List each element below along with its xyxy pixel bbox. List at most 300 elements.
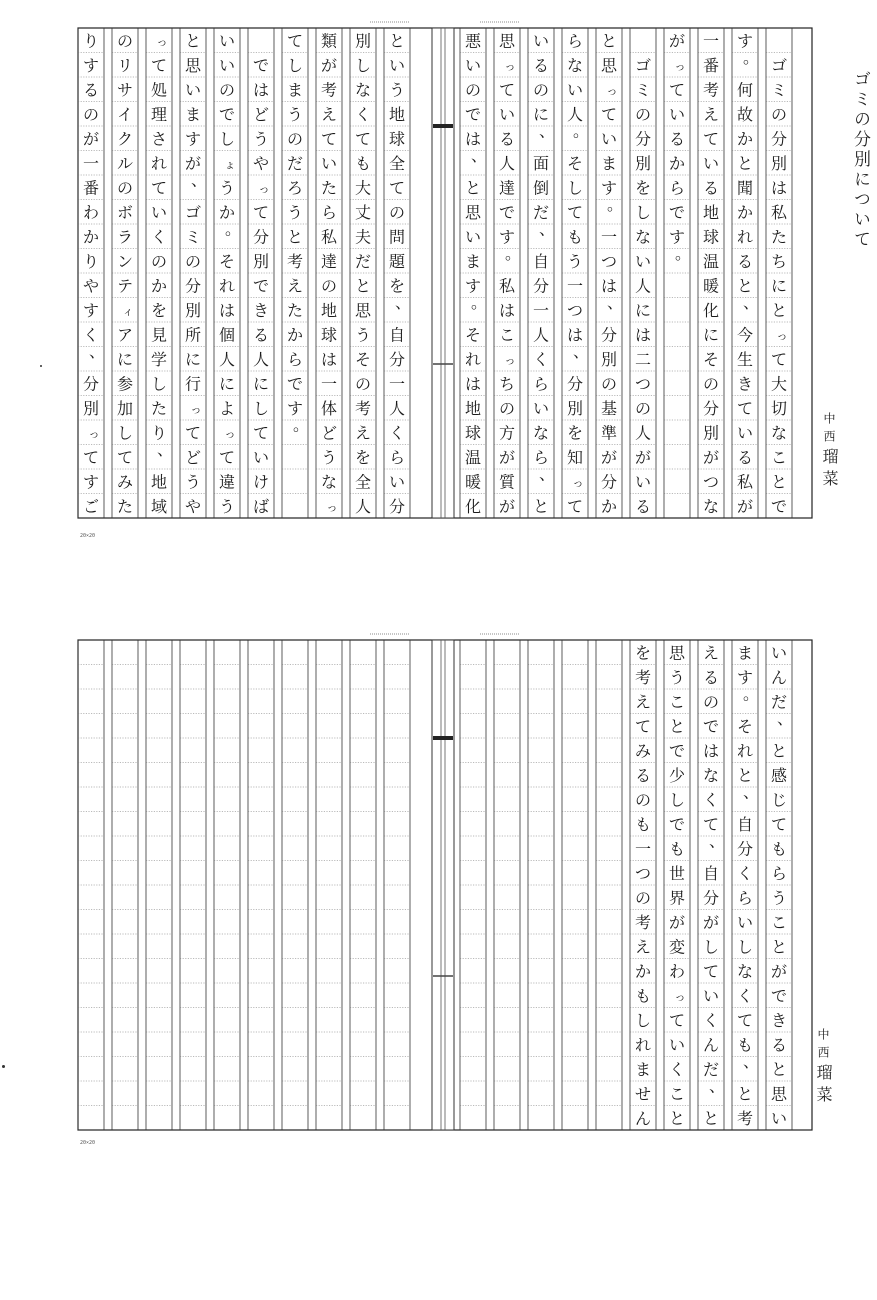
manuscript-char: 思	[464, 202, 482, 222]
manuscript-char: 人	[388, 398, 406, 418]
manuscript-char: 人	[532, 325, 550, 345]
manuscript-char: 、	[470, 145, 488, 165]
manuscript-char: る	[634, 765, 652, 785]
manuscript-char: 学	[150, 349, 168, 369]
manuscript-char: て	[770, 349, 788, 369]
manuscript-char: っ	[504, 353, 516, 367]
page2-grid	[78, 634, 812, 1130]
manuscript-char: を	[150, 300, 168, 320]
manuscript-char: う	[252, 129, 270, 149]
manuscript-char: 二	[634, 349, 652, 369]
manuscript-char: 世	[668, 863, 686, 883]
manuscript-char: で	[252, 55, 270, 75]
manuscript-char: て	[702, 814, 720, 834]
manuscript-char: 人	[498, 153, 516, 173]
essay-title: ゴミの分別について	[850, 70, 870, 250]
manuscript-char: 分	[388, 496, 406, 516]
manuscript-char: き	[770, 1010, 788, 1030]
manuscript-char: 分	[184, 276, 202, 296]
manuscript-char: 準	[600, 423, 618, 443]
manuscript-char: が	[498, 496, 516, 516]
manuscript-char: ろ	[286, 178, 304, 198]
spine-mark	[433, 124, 453, 128]
manuscript-char: く	[736, 863, 754, 883]
manuscript-char: と	[388, 31, 406, 51]
manuscript-char: 大	[770, 374, 788, 394]
manuscript-char: る	[736, 251, 754, 271]
manuscript-char: イ	[116, 104, 134, 124]
manuscript-char: も	[668, 839, 686, 859]
sheet-label-page1: 20×20	[80, 533, 96, 539]
manuscript-column	[635, 643, 651, 1128]
manuscript-column	[533, 31, 555, 516]
manuscript-char: 考	[736, 1108, 754, 1128]
manuscript-char: い	[668, 104, 686, 124]
manuscript-char: て	[770, 814, 788, 834]
manuscript-column	[465, 31, 487, 516]
manuscript-char: の	[702, 692, 720, 712]
manuscript-char: 別	[252, 251, 270, 271]
manuscript-char: 処	[150, 80, 168, 100]
manuscript-char: と	[354, 276, 372, 296]
manuscript-char: ょ	[224, 157, 236, 171]
manuscript-char: 分	[702, 398, 720, 418]
manuscript-char: ま	[634, 1059, 652, 1079]
manuscript-char: は	[252, 80, 270, 100]
manuscript-char: は	[320, 349, 338, 369]
manuscript-char: も	[634, 814, 652, 834]
manuscript-char: 別	[600, 349, 618, 369]
manuscript-char: す	[498, 227, 516, 247]
manuscript-char: ら	[668, 178, 686, 198]
manuscript-char: と	[770, 300, 788, 320]
manuscript-column	[151, 35, 173, 516]
manuscript-char: 分	[82, 374, 100, 394]
manuscript-char: い	[702, 153, 720, 173]
manuscript-char: る	[770, 1035, 788, 1055]
manuscript-char: 界	[668, 888, 686, 908]
manuscript-char: 。	[292, 415, 310, 435]
manuscript-char: 所	[184, 325, 202, 345]
manuscript-column	[117, 31, 134, 516]
manuscript-char: て	[286, 31, 304, 51]
scan-speck	[2, 1065, 5, 1068]
manuscript-char: え	[634, 937, 652, 957]
manuscript-char: 分	[600, 325, 618, 345]
manuscript-char: ゴ	[770, 55, 788, 75]
manuscript-char: い	[736, 912, 754, 932]
manuscript-char: だ	[702, 1059, 720, 1079]
manuscript-char: と	[668, 1108, 686, 1128]
manuscript-char: ル	[116, 153, 134, 173]
manuscript-char: は	[464, 374, 482, 394]
manuscript-char: た	[116, 496, 134, 516]
manuscript-char: 、	[156, 439, 174, 459]
manuscript-char: す	[600, 178, 618, 198]
manuscript-char: 温	[702, 251, 720, 271]
manuscript-char: ち	[770, 251, 788, 271]
manuscript-char: 類	[320, 31, 338, 51]
manuscript-char: っ	[606, 84, 618, 98]
manuscript-char: 分	[736, 839, 754, 859]
manuscript-char: 球	[464, 423, 482, 443]
manuscript-char: て	[184, 423, 202, 443]
manuscript-char: す	[736, 667, 754, 687]
manuscript-char: み	[116, 472, 134, 492]
author-given-name: 瑠菜	[820, 448, 839, 492]
manuscript-char: ら	[532, 447, 550, 467]
manuscript-char: い	[320, 153, 338, 173]
manuscript-char: 面	[532, 153, 550, 173]
manuscript-char: 。	[742, 47, 760, 67]
manuscript-char: と	[464, 178, 482, 198]
manuscript-char: 化	[702, 300, 720, 320]
manuscript-char: 球	[388, 129, 406, 149]
manuscript-column	[185, 31, 207, 516]
manuscript-char: 大	[354, 178, 372, 198]
manuscript-column	[601, 31, 623, 516]
manuscript-char: 私	[498, 276, 516, 296]
manuscript-char: し	[218, 129, 236, 149]
manuscript-char: 加	[116, 398, 134, 418]
manuscript-char: て	[150, 55, 168, 75]
manuscript-char: 人	[634, 423, 652, 443]
manuscript-char: 、	[538, 464, 556, 484]
manuscript-char: ま	[736, 643, 754, 663]
manuscript-char: っ	[674, 59, 686, 73]
manuscript-char: が	[668, 31, 686, 51]
manuscript-char: て	[736, 398, 754, 418]
manuscript-char: 。	[470, 292, 488, 312]
manuscript-char: 体	[320, 398, 338, 418]
manuscript-char: か	[150, 276, 168, 296]
manuscript-char: 少	[668, 765, 686, 785]
manuscript-char: 、	[742, 292, 760, 312]
manuscript-char: 一	[566, 276, 584, 296]
manuscript-char: か	[634, 961, 652, 981]
manuscript-char: ら	[320, 202, 338, 222]
manuscript-char: に	[634, 300, 652, 320]
manuscript-char: と	[600, 31, 618, 51]
manuscript-char: ィ	[122, 304, 134, 318]
manuscript-char: の	[116, 31, 134, 51]
manuscript-char: て	[116, 447, 134, 467]
manuscript-char: ば	[252, 496, 270, 516]
manuscript-char: の	[634, 398, 652, 418]
manuscript-char: の	[532, 80, 550, 100]
manuscript-char: 地	[464, 398, 482, 418]
spine-mark	[433, 736, 453, 740]
sheet-label-page2: 20×20	[80, 1140, 96, 1146]
manuscript-char: 理	[150, 104, 168, 124]
manuscript-char: の	[464, 80, 482, 100]
manuscript-char: 。	[742, 684, 760, 704]
manuscript-column	[83, 31, 105, 516]
manuscript-char: そ	[736, 716, 754, 736]
manuscript-char: き	[736, 374, 754, 394]
manuscript-char: 化	[464, 496, 482, 516]
manuscript-char: 見	[150, 325, 168, 345]
manuscript-char: は	[218, 300, 236, 320]
manuscript-column	[253, 56, 270, 516]
manuscript-char: の	[82, 104, 100, 124]
manuscript-char: に	[116, 349, 134, 369]
manuscript-char: か	[82, 227, 100, 247]
manuscript-char: わ	[668, 961, 686, 981]
manuscript-char: え	[320, 104, 338, 124]
manuscript-char: 夫	[354, 227, 372, 247]
manuscript-char: 人	[354, 496, 372, 516]
manuscript-column	[771, 56, 788, 516]
manuscript-char: と	[736, 153, 754, 173]
manuscript-char: は	[464, 129, 482, 149]
manuscript-char: だ	[354, 251, 372, 271]
manuscript-char: 考	[702, 80, 720, 100]
manuscript-char: っ	[88, 427, 100, 441]
manuscript-char: さ	[150, 129, 168, 149]
manuscript-char: か	[668, 153, 686, 173]
manuscript-char: っ	[326, 500, 338, 514]
manuscript-char: の	[498, 398, 516, 418]
manuscript-char: 人	[634, 276, 652, 296]
manuscript-char: す	[184, 129, 202, 149]
manuscript-column	[771, 643, 793, 1128]
manuscript-char: で	[252, 276, 270, 296]
manuscript-char: 。	[606, 194, 624, 214]
manuscript-char: つ	[566, 300, 584, 320]
manuscript-char: わ	[82, 202, 100, 222]
manuscript-char: る	[252, 325, 270, 345]
manuscript-char: と	[532, 496, 550, 516]
manuscript-char: て	[668, 80, 686, 100]
manuscript-char: を	[634, 643, 652, 663]
manuscript-char: 別	[82, 398, 100, 418]
manuscript-char: 番	[702, 55, 720, 75]
manuscript-char: る	[498, 129, 516, 149]
manuscript-char: く	[736, 986, 754, 1006]
manuscript-char: を	[388, 276, 406, 296]
manuscript-column	[287, 31, 309, 434]
manuscript-char: う	[184, 472, 202, 492]
manuscript-char: が	[702, 912, 720, 932]
manuscript-char: 。	[224, 219, 242, 239]
manuscript-char: 別	[354, 31, 372, 51]
manuscript-char: ま	[600, 153, 618, 173]
manuscript-char: み	[634, 741, 652, 761]
manuscript-char: し	[286, 55, 304, 75]
manuscript-char: 分	[566, 374, 584, 394]
manuscript-char: の	[354, 374, 372, 394]
manuscript-char: う	[354, 325, 372, 345]
manuscript-char: て	[702, 129, 720, 149]
manuscript-char: 全	[354, 472, 372, 492]
manuscript-char: っ	[224, 427, 236, 441]
manuscript-char: の	[150, 251, 168, 271]
manuscript-char: 地	[388, 104, 406, 124]
manuscript-char: 暖	[464, 472, 482, 492]
manuscript-char: だ	[532, 202, 550, 222]
manuscript-char: え	[286, 276, 304, 296]
manuscript-char: え	[702, 643, 720, 663]
manuscript-char: れ	[150, 153, 168, 173]
manuscript-char: に	[770, 276, 788, 296]
manuscript-char: う	[320, 447, 338, 467]
manuscript-char: の	[634, 888, 652, 908]
manuscript-char: ラ	[116, 227, 134, 247]
manuscript-char: い	[388, 472, 406, 492]
manuscript-char: 思	[770, 1084, 788, 1104]
manuscript-char: サ	[116, 80, 134, 100]
manuscript-char: 一	[634, 839, 652, 859]
manuscript-char: 別	[702, 423, 720, 443]
manuscript-char: で	[770, 986, 788, 1006]
manuscript-char: し	[702, 937, 720, 957]
manuscript-char: 一	[320, 374, 338, 394]
manuscript-char: す	[736, 31, 754, 51]
manuscript-char: と	[702, 1108, 720, 1128]
manuscript-char: 別	[634, 153, 652, 173]
manuscript-char: の	[116, 178, 134, 198]
manuscript-char: し	[566, 178, 584, 198]
manuscript-char: も	[736, 1035, 754, 1055]
manuscript-char: る	[702, 178, 720, 198]
manuscript-char: 思	[600, 55, 618, 75]
manuscript-char: つ	[702, 472, 720, 492]
manuscript-char: し	[634, 1010, 652, 1030]
manuscript-char: い	[388, 55, 406, 75]
manuscript-char: リ	[116, 55, 134, 75]
manuscript-char: て	[320, 129, 338, 149]
manuscript-char: な	[702, 496, 720, 516]
manuscript-char: で	[218, 104, 236, 124]
manuscript-char: て	[218, 447, 236, 467]
manuscript-char: 地	[150, 472, 168, 492]
manuscript-char: の	[600, 374, 618, 394]
manuscript-char: を	[354, 447, 372, 467]
manuscript-char: て	[252, 423, 270, 443]
manuscript-char: な	[320, 472, 338, 492]
manuscript-char: な	[532, 423, 550, 443]
manuscript-char: 人	[218, 349, 236, 369]
manuscript-char: 題	[388, 251, 406, 271]
manuscript-char: こ	[770, 447, 788, 467]
manuscript-char: は	[566, 325, 584, 345]
manuscript-char: く	[388, 423, 406, 443]
manuscript-char: て	[498, 80, 516, 100]
manuscript-char: 分	[702, 888, 720, 908]
manuscript-char: と	[770, 937, 788, 957]
manuscript-char: ま	[286, 80, 304, 100]
manuscript-char: て	[668, 1010, 686, 1030]
manuscript-char: 一	[600, 227, 618, 247]
manuscript-char: き	[252, 300, 270, 320]
manuscript-char: す	[668, 227, 686, 247]
manuscript-char: な	[354, 80, 372, 100]
page1-grid	[78, 22, 812, 518]
manuscript-char: な	[736, 961, 754, 981]
manuscript-char: の	[184, 251, 202, 271]
manuscript-char: が	[736, 496, 754, 516]
manuscript-char: 感	[770, 765, 788, 785]
manuscript-char: 。	[504, 243, 522, 263]
manuscript-char: い	[566, 80, 584, 100]
manuscript-char: う	[566, 251, 584, 271]
manuscript-char: 私	[736, 472, 754, 492]
manuscript-char: な	[634, 227, 652, 247]
manuscript-char: し	[634, 202, 652, 222]
manuscript-char: 思	[184, 55, 202, 75]
manuscript-char: ク	[116, 129, 134, 149]
manuscript-char: テ	[116, 276, 134, 296]
manuscript-char: も	[770, 839, 788, 859]
manuscript-char: ゴ	[184, 202, 202, 222]
manuscript-char: ど	[320, 423, 338, 443]
manuscript-char: く	[354, 104, 372, 124]
manuscript-char: 思	[498, 31, 516, 51]
manuscript-char: を	[634, 178, 652, 198]
manuscript-char: ゴ	[634, 55, 652, 75]
manuscript-char: な	[702, 765, 720, 785]
manuscript-char: す	[82, 300, 100, 320]
manuscript-char: っ	[776, 329, 788, 343]
manuscript-char: い	[252, 447, 270, 467]
manuscript-column	[389, 31, 411, 516]
manuscript-char: 分	[634, 129, 652, 149]
manuscript-char: た	[320, 178, 338, 198]
manuscript-char: な	[770, 423, 788, 443]
manuscript-char: え	[354, 423, 372, 443]
manuscript-char: す	[82, 472, 100, 492]
manuscript-column	[703, 31, 719, 516]
manuscript-char: 思	[668, 643, 686, 663]
manuscript-char: る	[82, 80, 100, 100]
manuscript-char: つ	[600, 251, 618, 271]
manuscript-char: ミ	[634, 80, 652, 100]
manuscript-char: ど	[252, 104, 270, 124]
manuscript-char: し	[736, 937, 754, 957]
manuscript-char: か	[736, 202, 754, 222]
manuscript-char: 個	[218, 325, 236, 345]
manuscript-char: ん	[702, 1035, 720, 1055]
manuscript-char: し	[354, 55, 372, 75]
manuscript-char: 分	[600, 472, 618, 492]
manuscript-char: 一	[82, 153, 100, 173]
manuscript-char: も	[566, 227, 584, 247]
manuscript-char: う	[770, 888, 788, 908]
manuscript-char: っ	[674, 990, 686, 1004]
manuscript-char: そ	[464, 325, 482, 345]
manuscript-char: る	[702, 667, 720, 687]
manuscript-char: 達	[320, 251, 338, 271]
manuscript-char: は	[634, 325, 652, 345]
manuscript-char: ミ	[770, 80, 788, 100]
manuscript-char: で	[498, 202, 516, 222]
manuscript-char: 悪	[464, 31, 482, 51]
manuscript-char: い	[736, 423, 754, 443]
manuscript-char: 行	[184, 374, 202, 394]
manuscript-char: 、	[190, 170, 208, 190]
manuscript-char: で	[286, 374, 304, 394]
manuscript-char: そ	[354, 349, 372, 369]
manuscript-char: 違	[218, 472, 236, 492]
manuscript-char: ま	[464, 251, 482, 271]
manuscript-char: い	[532, 31, 550, 51]
manuscript-char: 、	[708, 831, 726, 851]
manuscript-char: の	[634, 104, 652, 124]
manuscript-char: 地	[320, 300, 338, 320]
manuscript-char: 別	[770, 153, 788, 173]
manuscript-char: の	[286, 129, 304, 149]
